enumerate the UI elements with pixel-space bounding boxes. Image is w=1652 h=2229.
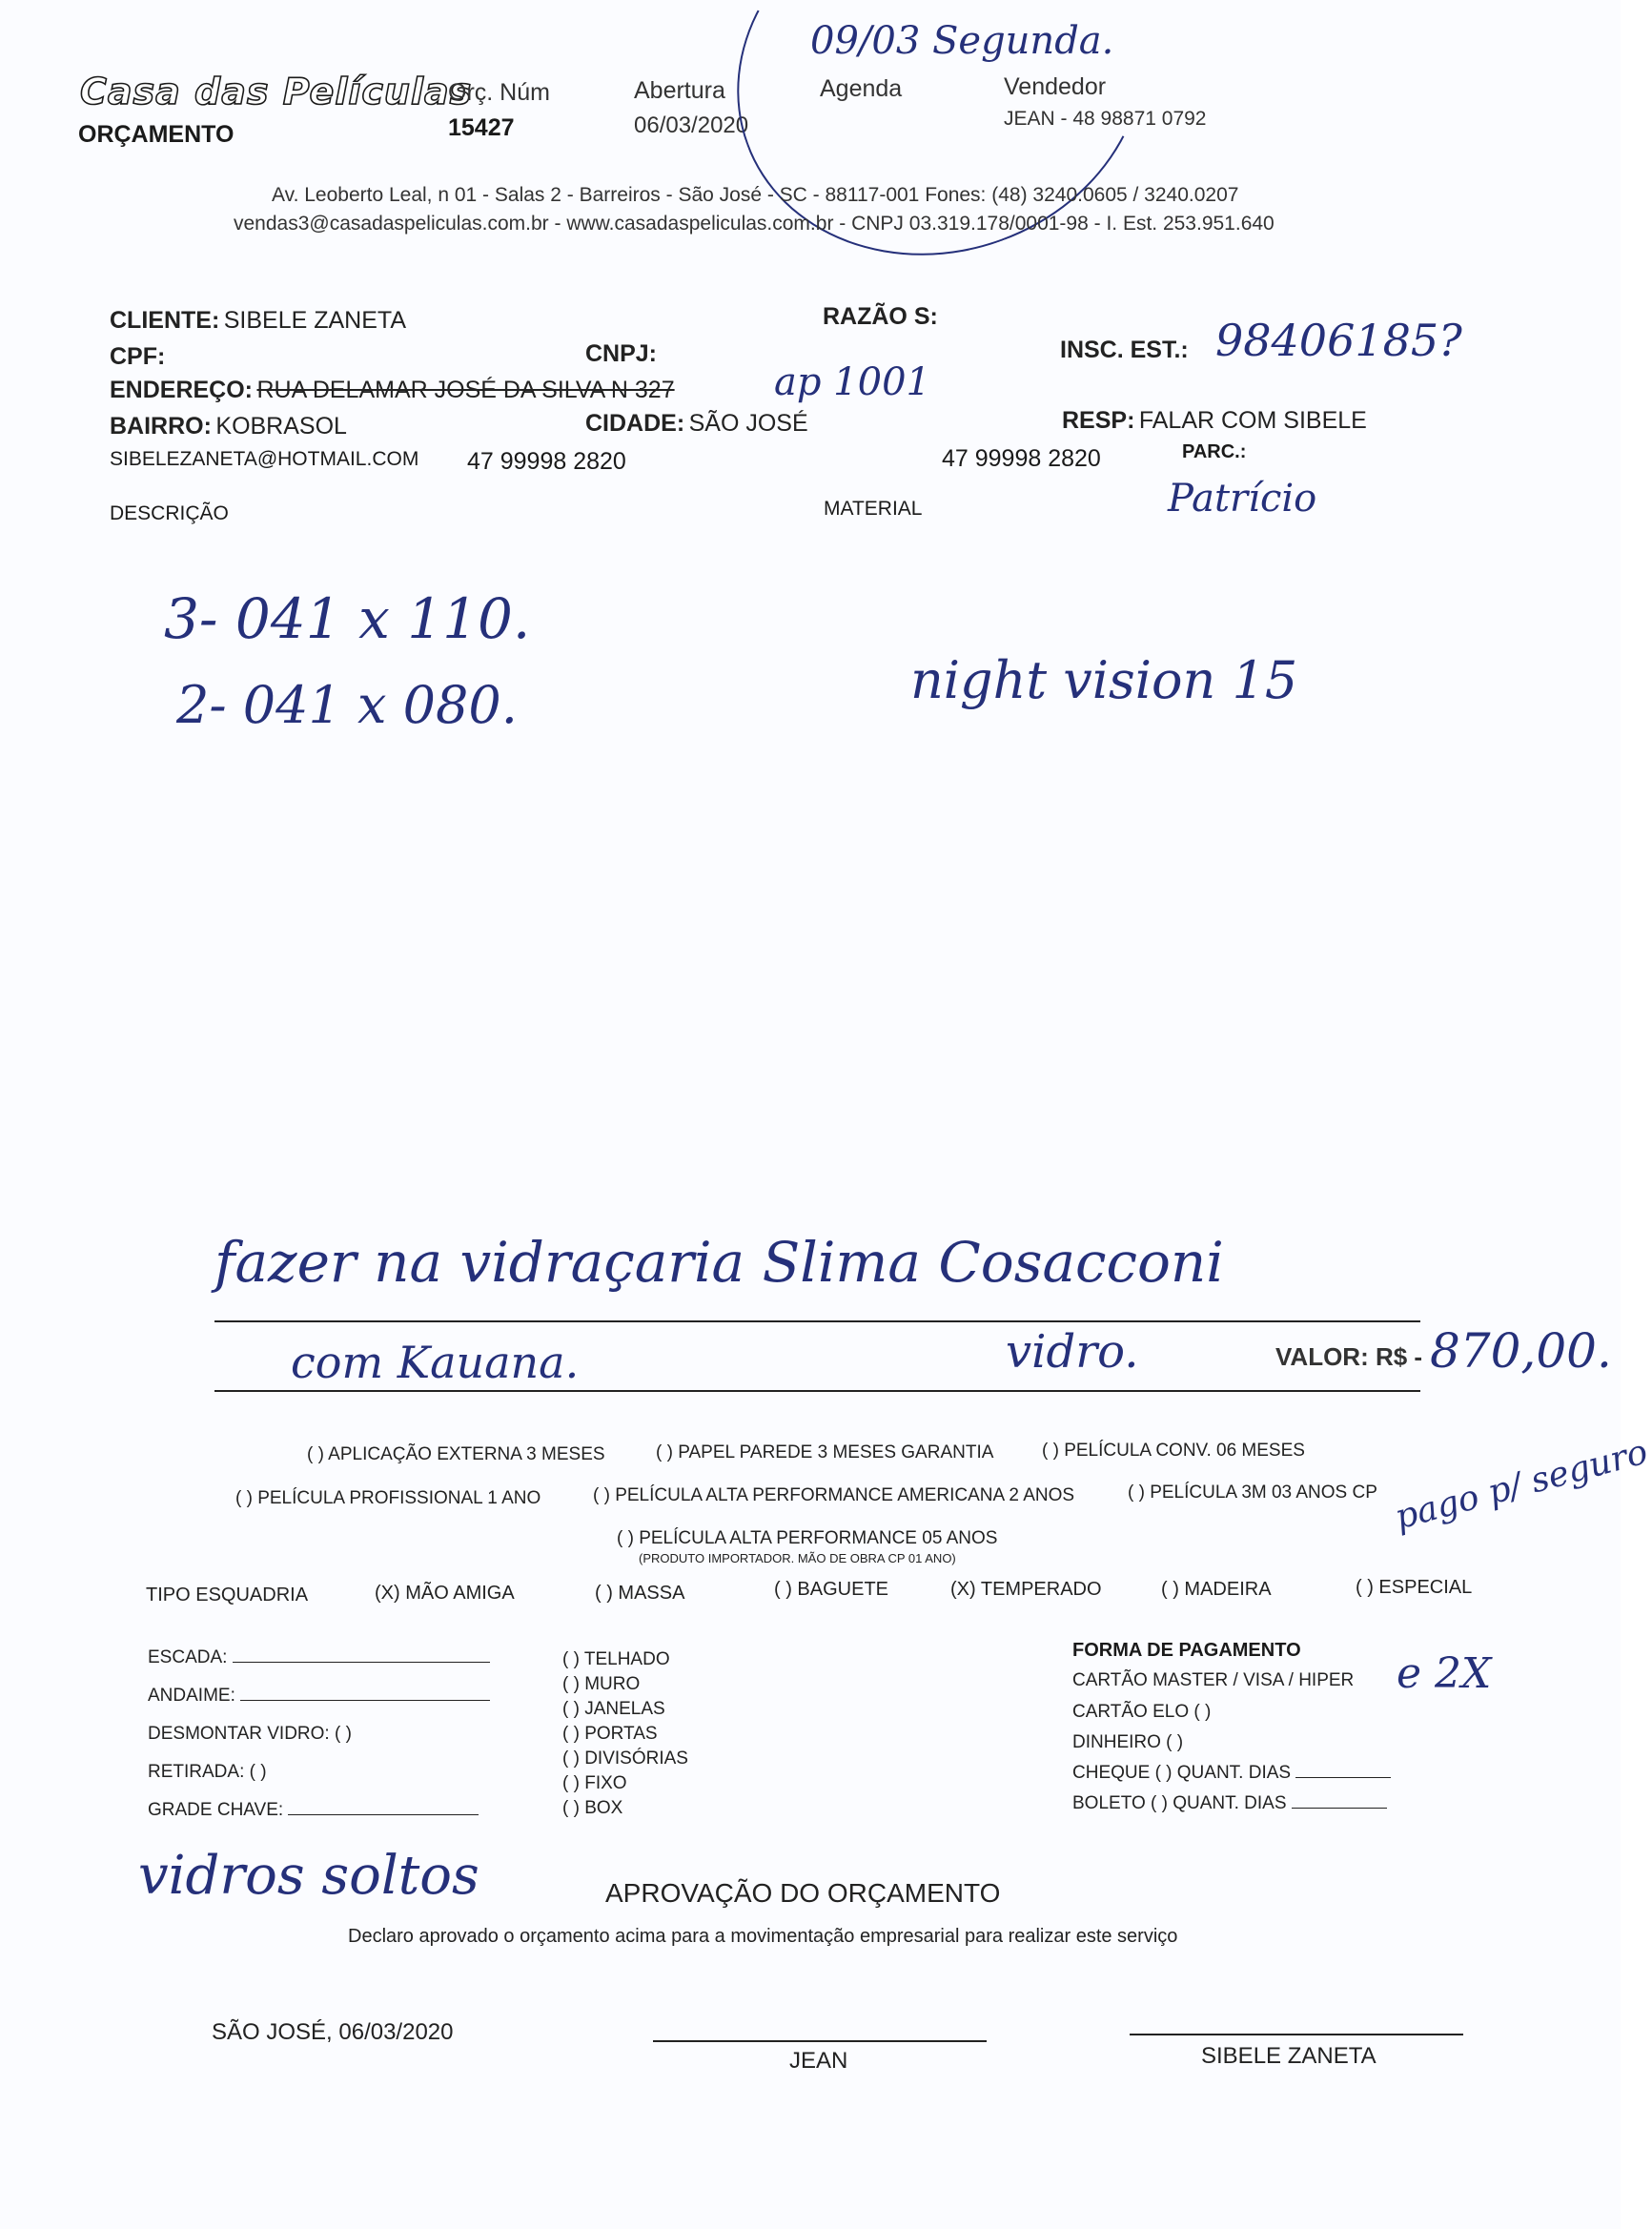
agenda-handwritten: 09/03 Segunda.	[810, 19, 1114, 63]
payment-cheque-label[interactable]: CHEQUE ( ) QUANT. DIAS	[1072, 1763, 1292, 1783]
item-line-2: 2- 041 x 080.	[176, 675, 518, 735]
cidade-label: CIDADE:	[585, 410, 685, 437]
client-phone-2: 47 99998 2820	[942, 445, 1101, 472]
bairro-row	[110, 413, 347, 440]
payment-cartao-elo[interactable]: CARTÃO ELO ( )	[1072, 1702, 1212, 1722]
field-escada	[148, 1647, 490, 1668]
material-header: MATERIAL	[824, 498, 923, 520]
orc-number: 15427	[448, 114, 515, 141]
abertura-label: Abertura	[634, 77, 725, 104]
field-andaime-line[interactable]	[240, 1700, 490, 1701]
vendedor-label: Vendedor	[1004, 73, 1107, 100]
check-fixo[interactable]: ( ) FIXO	[562, 1773, 627, 1793]
payment-card-handwritten: e 2X	[1397, 1649, 1492, 1698]
agenda-label: Agenda	[820, 75, 903, 102]
endereco-handwritten: ap 1001	[774, 360, 930, 404]
option-pelicula-conv[interactable]: ( ) PELÍCULA CONV. 06 MESES	[1042, 1441, 1305, 1461]
note-vidro: vidro.	[1006, 1325, 1139, 1379]
payment-cheque	[1072, 1763, 1391, 1784]
payment-boleto-label[interactable]: BOLETO ( ) QUANT. DIAS	[1072, 1793, 1287, 1813]
field-grade-chave	[148, 1800, 479, 1821]
signature-line-client[interactable]	[1130, 2034, 1463, 2035]
company-contact: vendas3@casadaspeliculas.com.br - www.casadaspeliculas.com.br - CNPJ 03.319.178/0001-98 - I. Est. 253.951.640	[234, 213, 1275, 235]
cliente-value: SIBELE ZANETA	[223, 307, 406, 334]
esquadria-temperado[interactable]: (X) TEMPERADO	[950, 1579, 1102, 1600]
option-aplicacao-externa[interactable]: ( ) APLICAÇÃO EXTERNA 3 MESES	[307, 1444, 605, 1464]
cliente-label: CLIENTE:	[110, 307, 220, 334]
option-pelicula-americana[interactable]: ( ) PELÍCULA ALTA PERFORMANCE AMERICANA 2 ANOS	[593, 1485, 1075, 1505]
option-pelicula-3m[interactable]: ( ) PELÍCULA 3M 03 ANOS CP	[1128, 1483, 1377, 1503]
field-escada-label: ESCADA:	[148, 1647, 228, 1667]
cpf-label: CPF:	[110, 343, 166, 370]
doc-type: ORÇAMENTO	[78, 121, 235, 148]
descricao-header: DESCRIÇÃO	[110, 502, 229, 524]
signature-jean: JEAN	[789, 2048, 848, 2074]
orc-label: Orç. Núm	[448, 79, 550, 106]
note-rule-1	[214, 1320, 1420, 1322]
resp-row	[1062, 407, 1367, 435]
note-rule-2	[214, 1390, 1420, 1392]
endereco-label: ENDEREÇO:	[110, 377, 254, 403]
check-portas[interactable]: ( ) PORTAS	[562, 1724, 658, 1744]
field-desmontar-vidro[interactable]: DESMONTAR VIDRO: ( )	[148, 1724, 352, 1744]
note-line-2: com Kauana.	[291, 1337, 580, 1388]
valor-handwritten: 870,00.	[1430, 1323, 1612, 1379]
signature-line-jean[interactable]	[653, 2040, 987, 2042]
esquadria-baguete[interactable]: ( ) BAGUETE	[774, 1579, 889, 1600]
abertura-date: 06/03/2020	[634, 112, 749, 138]
esquadria-madeira[interactable]: ( ) MADEIRA	[1161, 1579, 1272, 1600]
check-janelas[interactable]: ( ) JANELAS	[562, 1699, 665, 1719]
field-retirada[interactable]: RETIRADA: ( )	[148, 1762, 267, 1782]
field-andaime	[148, 1686, 490, 1707]
field-escada-line[interactable]	[233, 1662, 490, 1663]
cnpj-label: CNPJ:	[585, 340, 658, 367]
check-box[interactable]: ( ) BOX	[562, 1798, 623, 1818]
endereco-value: RUA DELAMAR JOSÉ DA SILVA N 327	[256, 377, 675, 403]
pago-handwritten: pago p/ seguro	[1391, 1432, 1652, 1538]
client-email: SIBELEZANETA@HOTMAIL.COM	[110, 448, 419, 470]
payment-cheque-line[interactable]	[1295, 1777, 1391, 1778]
vidros-soltos-handwritten: vidros soltos	[138, 1845, 479, 1907]
cliente-row	[110, 307, 406, 335]
bairro-value: KOBRASOL	[215, 413, 347, 440]
option-pelicula-profissional[interactable]: ( ) PELÍCULA PROFISSIONAL 1 ANO	[235, 1488, 541, 1508]
option-alta-performance[interactable]: ( ) PELÍCULA ALTA PERFORMANCE 05 ANOS	[617, 1528, 998, 1548]
cidade-value: SÃO JOSÉ	[688, 410, 808, 437]
check-divisorias[interactable]: ( ) DIVISÓRIAS	[562, 1748, 688, 1769]
field-grade-chave-label: GRADE CHAVE:	[148, 1800, 284, 1820]
client-phone-1: 47 99998 2820	[467, 448, 626, 475]
payment-title: FORMA DE PAGAMENTO	[1072, 1640, 1301, 1661]
option-alta-performance-note: (PRODUTO IMPORTADOR. MÃO DE OBRA CP 01 ANO)	[639, 1551, 956, 1565]
approval-text: Declaro aprovado o orçamento acima para a movimentação empresarial para realizar este serviço	[348, 1926, 1178, 1947]
valor-label: VALOR: R$ -	[1275, 1342, 1423, 1371]
esquadria-especial[interactable]: ( ) ESPECIAL	[1356, 1577, 1473, 1598]
payment-boleto	[1072, 1793, 1387, 1814]
endereco-row	[110, 377, 675, 404]
check-muro[interactable]: ( ) MURO	[562, 1674, 641, 1694]
item-line-1: 3- 041 x 110.	[164, 586, 531, 651]
field-andaime-label: ANDAIME:	[148, 1686, 235, 1706]
handwritten-circle	[685, 0, 1196, 312]
approval-title: APROVAÇÃO DO ORÇAMENTO	[605, 1878, 1001, 1908]
option-papel-parede[interactable]: ( ) PAPEL PAREDE 3 MESES GARANTIA	[656, 1442, 994, 1462]
payment-dinheiro[interactable]: DINHEIRO ( )	[1072, 1732, 1184, 1752]
field-grade-chave-line[interactable]	[288, 1814, 479, 1815]
note-line-1: fazer na vidraçaria Slima Cosacconi	[214, 1230, 1224, 1295]
cidade-row	[585, 410, 808, 438]
check-telhado[interactable]: ( ) TELHADO	[562, 1649, 670, 1669]
material-handwritten: night vision 15	[910, 650, 1298, 710]
company-logo: Casa das Películas	[80, 71, 473, 112]
insc-handwritten: 98406185?	[1215, 315, 1462, 366]
payment-cartao-master[interactable]: CARTÃO MASTER / VISA / HIPER	[1072, 1670, 1355, 1690]
razao-label: RAZÃO S:	[823, 303, 938, 330]
esquadria-label: TIPO ESQUADRIA	[146, 1585, 309, 1605]
payment-boleto-line[interactable]	[1292, 1808, 1387, 1809]
insc-label: INSC. EST.:	[1060, 337, 1189, 363]
parc-label: PARC.:	[1182, 441, 1247, 462]
company-address: Av. Leoberto Leal, n 01 - Salas 2 - Barreiros - São José - SC - 88117-001 Fones: (48) 3240.0605 / 3240.0207	[272, 184, 1239, 206]
esquadria-mao-amiga[interactable]: (X) MÃO AMIGA	[375, 1583, 515, 1604]
resp-label: RESP:	[1062, 407, 1135, 434]
signature-client: SIBELE ZANETA	[1201, 2043, 1377, 2069]
parc-handwritten: Patrício	[1168, 477, 1317, 521]
esquadria-massa[interactable]: ( ) MASSA	[595, 1583, 685, 1604]
resp-value: FALAR COM SIBELE	[1138, 407, 1367, 434]
vendedor-value: JEAN - 48 98871 0792	[1004, 108, 1207, 130]
approval-place-date: SÃO JOSÉ, 06/03/2020	[212, 2019, 454, 2045]
bairro-label: BAIRRO:	[110, 413, 212, 440]
